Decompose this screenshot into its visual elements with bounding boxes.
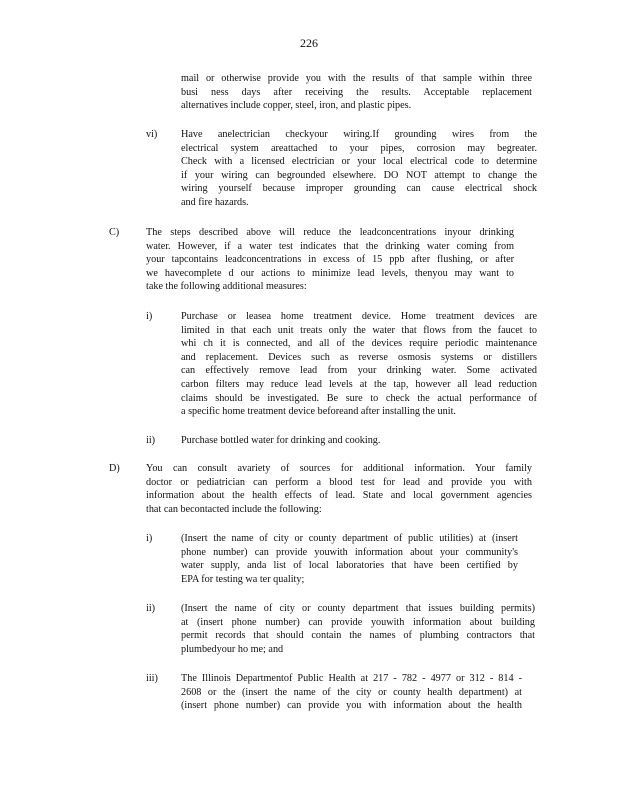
list-item-paragraph xyxy=(181,602,535,656)
text-line: and replacement. Devices such as reverse osmosis systems or distillers xyxy=(181,351,537,363)
text-line: can effectively remove lead from your drinking water. Some activated xyxy=(181,365,537,377)
text-line: that can becontacted include the following: xyxy=(146,503,322,515)
text-line: You can consult avariety of sources for additional information. Your family xyxy=(146,463,532,474)
text-line: electrical system areattached to your pipes, corrosion may begreater. xyxy=(181,142,537,154)
list-item-paragraph xyxy=(181,128,537,210)
list-marker: i) xyxy=(146,311,153,322)
text-line: claims should be investigated. Be sure to check the actual performance of xyxy=(181,392,537,404)
text-line: Check with a licensed electrician or your local electrical code to determine xyxy=(181,156,537,168)
section-marker: D) xyxy=(109,463,120,474)
text-line: Purchase bottled water for drinking and cooking. xyxy=(181,435,381,446)
section-paragraph xyxy=(146,226,514,294)
text-line: and fire hazards. xyxy=(181,196,249,208)
text-line: water supply, anda list of local laboratories that have been certified by xyxy=(181,560,518,572)
text-line: if your wiring can begrounded elsewhere. DO NOT attempt to change the xyxy=(181,169,537,181)
text-line: Purchase or leasea home treatment device. Home treatment devices are xyxy=(181,311,537,322)
list-item-paragraph xyxy=(181,434,537,448)
list-marker: ii) xyxy=(146,603,156,614)
text-line: we havecomplete d our actions to minimize lead levels, thenyou may want to xyxy=(146,267,514,279)
list-item-paragraph xyxy=(181,310,537,419)
text-line: water. However, if a water test indicates that the drinking water coming from xyxy=(146,240,514,252)
text-line: 2608 or the (insert the name of the city or county health department) at xyxy=(181,686,522,698)
text-line: (insert phone number) can provide you with information about the health xyxy=(181,700,522,712)
text-line: permit records that should contain the names of plumbing contractors that xyxy=(181,630,535,642)
text-line: doctor or pediatrician can perform a blood test for lead and provide you with xyxy=(146,476,532,488)
text-line: your tapcontains leadconcentrations in excess of 15 ppb after flushing, or after xyxy=(146,254,514,266)
list-marker: i) xyxy=(146,533,153,544)
list-item-paragraph xyxy=(181,532,518,586)
text-line: plumbedyour ho me; and xyxy=(181,643,284,655)
text-line: whi ch it is connected, and all of the devices require periodic maintenance xyxy=(181,338,537,350)
text-line: mail or otherwise provide you with the results of that sample within three xyxy=(181,73,532,84)
text-line: (Insert the name of city or county department that issues building permits) xyxy=(181,603,535,614)
text-line: EPA for testing wa ter quality; xyxy=(181,573,305,585)
page-number: 226 xyxy=(300,36,318,50)
text-line: take the following additional measures: xyxy=(146,281,307,293)
text-line: information about the health effects of lead. State and local government agencies xyxy=(146,490,532,502)
section-marker: C) xyxy=(109,227,120,238)
list-marker: ii) xyxy=(146,435,156,446)
text-line: alternatives include copper, steel, iron, and plastic pipes. xyxy=(181,100,412,112)
text-line: carbon filters may reduce lead levels at the tap, however all lead reduction xyxy=(181,378,537,390)
text-line: busi ness days after receiving the results. Acceptable replacement xyxy=(181,86,532,98)
text-line: Have anelectrician checkyour wiring.If grounding wires from the xyxy=(181,129,537,140)
text-line: wiring yourself because improper grounding can cause electrical shock xyxy=(181,183,537,195)
text-line: at (insert phone number) can provide youwith information about building xyxy=(181,616,535,628)
continuation-paragraph xyxy=(181,72,532,113)
text-line: The steps described above will reduce the leadconcentrations inyour drinking xyxy=(146,227,514,238)
text-line: (Insert the name of city or county department of public utilities) at (insert xyxy=(181,533,518,544)
text-line: The Illinois Departmentof Public Health at 217 - 782 - 4977 or 312 - 814 - xyxy=(181,673,522,684)
text-line: limited in that each unit treats only the water that flows from the faucet to xyxy=(181,324,537,336)
text-line: a specific home treatment device beforeand after installing the unit. xyxy=(181,406,456,418)
list-item-paragraph xyxy=(181,672,522,713)
text-line: phone number) can provide youwith information about your community's xyxy=(181,546,518,558)
section-paragraph xyxy=(146,462,532,516)
list-marker: vi) xyxy=(146,129,158,140)
list-marker: iii) xyxy=(146,673,158,684)
